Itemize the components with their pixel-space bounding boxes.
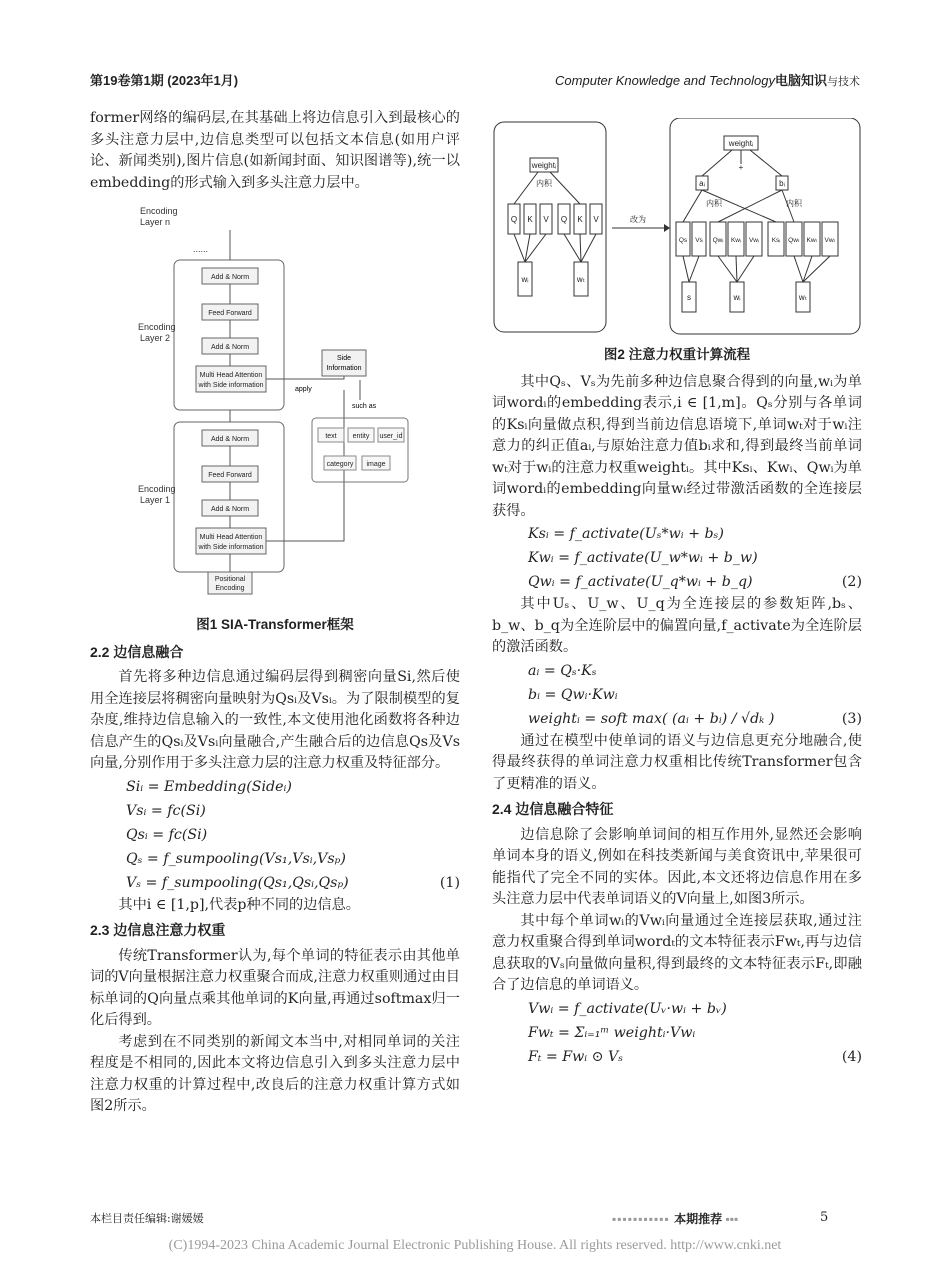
svg-text:wₜ: wₜ xyxy=(798,293,808,302)
intro-paragraph: former网络的编码层,在其基础上将边信息引入到最核心的多头注意力层中,边信息类型可以包括文本信息(如用户评论、新闻类别),图片信息(如新闻封面、知识图谱等),统一以embedding的形式输入到多头注意力层中。 xyxy=(90,110,460,191)
svg-text:weightᵢ: weightᵢ xyxy=(531,161,557,170)
svg-text:Feed Forward: Feed Forward xyxy=(208,310,252,317)
section-2-3-title: 2.3 边信息注意力权重 xyxy=(90,922,226,938)
right-paragraph-3: 通过在模型中使单词的语义与边信息更充分地融合,使得最终获得的单词注意力权重相比传统Transformer包含了更精准的语义。 xyxy=(492,732,862,792)
svg-text:entity: entity xyxy=(352,433,370,440)
svg-text:Add & Norm: Add & Norm xyxy=(210,274,250,281)
svg-text:Kwₜ: Kwₜ xyxy=(806,237,818,244)
equation-1: Siᵢ = Embedding(Sideᵢ) Vsᵢ = fc(Si) Qsᵢ = fc(Si) Qₛ = f_sumpooling(Vs₁,Vsᵢ,Vsₚ) Vₛ = f_sumpooling(Qs₁,Qsᵢ,Qsₚ) (1) xyxy=(126,778,460,891)
svg-text:Layer 1: Layer 1 xyxy=(140,495,171,505)
svg-text:Multi Head Attention: Multi Head Attention xyxy=(199,372,263,379)
svg-text:Qwₜ: Qwₜ xyxy=(788,237,800,244)
svg-text:with Side information: with Side information xyxy=(198,544,264,551)
svg-text:bᵢ: bᵢ xyxy=(779,179,785,188)
svg-text:category: category xyxy=(326,461,354,468)
svg-text:Layer 2: Layer 2 xyxy=(140,333,171,343)
right-paragraph-1: 其中Qₛ、Vₛ为先前多种边信息聚合得到的向量,wᵢ为单词wordᵢ的embedding表示,i ∈ [1,m]。Qₛ分别与各单词的Ksᵢ向量做点积,得到当前边信息语境下,单词wₜ对于wᵢ注意力的纠正值aᵢ,与原始注意力值bᵢ求和,得到最终当前单词wₜ对于wᵢ的注意力权重weightᵢ。其中Ksᵢ、Kwᵢ、Qwᵢ为单词wordᵢ的embedding向量wᵢ经过带激活函数的全连接层获得。 xyxy=(492,373,862,519)
svg-text:内积: 内积 xyxy=(786,199,802,208)
section-2-2-title: 2.2 边信息融合 xyxy=(90,643,184,660)
svg-text:Q: Q xyxy=(560,215,568,224)
svg-text:+: + xyxy=(738,163,744,172)
svg-text:改为: 改为 xyxy=(630,215,646,224)
svg-text:Add & Norm: Add & Norm xyxy=(210,344,250,351)
footer-editor: 本栏目责任编辑:谢媛媛 xyxy=(90,1212,204,1225)
footer-recommend: ▪▪▪▪▪▪▪▪▪▪▪ 本期推荐 ▪▪▪ xyxy=(612,1212,739,1226)
svg-text:K: K xyxy=(527,215,533,224)
label-encoding-layer-n-2: Layer n xyxy=(140,217,171,227)
right-paragraph-2: 其中Uₛ、U_w、U_q为全连接层的参数矩阵,bₛ、b_w、b_q为全连阶层中的偏置向量,f_activate为全连阶层的激活函数。 xyxy=(492,596,862,655)
figure-1-diagram xyxy=(90,200,460,610)
svg-text:weightᵢ: weightᵢ xyxy=(728,139,754,148)
svg-text:Kwᵢ: Kwᵢ xyxy=(730,237,742,244)
svg-text:Add & Norm: Add & Norm xyxy=(210,436,250,443)
svg-text:s: s xyxy=(687,293,691,302)
svg-text:内积: 内积 xyxy=(706,199,722,208)
journal-name-tail: 与技术 xyxy=(827,76,860,88)
svg-text:Side: Side xyxy=(336,355,352,362)
right-paragraph-4: 边信息除了会影响单词间的相互作用外,显然还会影响单词本身的语义,例如在科技类新闻与美食资讯中,苹果很可能指代了完全不同的实体。因此,本文还将边信息作用在多头注意力层中代表单词语义的V向量上,如图3所示。 xyxy=(492,826,862,907)
svg-text:Positional: Positional xyxy=(214,576,246,583)
svg-text:V: V xyxy=(543,215,549,224)
section-2-3-paragraph-1: 传统Transformer认为,每个单词的特征表示由其他单词的V向量根据注意力权重聚合而成,注意力权重则通过由目标单词的Q向量点乘其他单词的K向量,再通过softmax归一化后得到。 xyxy=(90,947,460,1028)
svg-text:Multi Head Attention: Multi Head Attention xyxy=(199,534,263,541)
journal-name xyxy=(555,70,860,89)
svg-text:Encoding: Encoding xyxy=(138,322,176,332)
svg-text:user_id: user_id xyxy=(379,433,403,440)
equation-2: Ksᵢ = f_activate(Uₛ*wᵢ + bₛ) Kwᵢ = f_activate(U_w*wᵢ + b_w) Qwᵢ = f_activate(U_q*wᵢ + b_q) (2) xyxy=(528,526,862,590)
svg-text:Encoding: Encoding xyxy=(138,484,176,494)
svg-text:Qs: Qs xyxy=(678,237,688,244)
equation-4: Vwᵢ = f_activate(Uᵥ·wᵢ + bᵥ) Fwₜ = Σᵢ₌₁ᵐ weightᵢ·Vwᵢ Fₜ = Fwᵢ ⊙ Vₛ (4) xyxy=(528,1000,862,1065)
right-paragraph-5: 其中每个单词wᵢ的Vwᵢ向量通过全连接层获取,通过注意力权重聚合得到单词wordₜ的文本特征表示Fwₜ,再与边信息获取的Vₛ向量做向量积,得到最终的文本特征表示Fₜ,即融合了边信息的单词语义。 xyxy=(492,912,862,993)
svg-text:wᵢ: wᵢ xyxy=(521,275,529,284)
left-column xyxy=(90,108,460,1118)
svg-text:Ksᵢ: Ksᵢ xyxy=(771,237,781,244)
svg-text:wₜ: wₜ xyxy=(576,275,586,284)
svg-text:Encoding: Encoding xyxy=(215,585,245,592)
svg-text:Vs: Vs xyxy=(695,237,703,244)
figure-2-diagram xyxy=(492,118,862,340)
svg-text:Q: Q xyxy=(510,215,518,224)
section-2-3-paragraph-2: 考虑到在不同类别的新闻文本当中,对相同单词的关注程度是不相同的,因此本文将边信息引入到多头注意力层中注意力权重的计算过程中,改良后的注意力权重计算方式如图2所示。 xyxy=(90,1033,460,1114)
svg-text:Vwᵢ: Vwᵢ xyxy=(748,237,760,244)
svg-text:image: image xyxy=(366,461,386,468)
svg-text:Vwₜ: Vwₜ xyxy=(824,237,836,244)
svg-text:内积: 内积 xyxy=(536,179,552,188)
equation-3: aᵢ = Qₛ·Kₛ bᵢ = Qwᵢ·Kwᵢ weightᵢ = soft max( (aᵢ + bᵢ) / √dₖ ) (3) xyxy=(528,662,862,727)
svg-text:Qwᵢ: Qwᵢ xyxy=(712,237,724,244)
page-number: 5 xyxy=(820,1210,829,1225)
journal-issue: 第19卷第1期 (2023年1月) xyxy=(90,73,239,88)
equation-1-note: 其中i ∈ [1,p],代表p种不同的边信息。 xyxy=(118,896,360,913)
svg-text:V: V xyxy=(593,215,599,224)
svg-text:text: text xyxy=(325,433,337,440)
right-column xyxy=(492,118,862,1069)
section-2-4-title: 2.4 边信息融合特征 xyxy=(492,801,614,817)
label-encoding-layer-n: Encoding xyxy=(140,206,178,216)
svg-text:Add & Norm: Add & Norm xyxy=(210,506,250,513)
svg-text:Information: Information xyxy=(326,365,362,372)
svg-text:aᵢ: aᵢ xyxy=(699,179,705,188)
journal-name-en: Computer Knowledge and Technology xyxy=(555,73,775,88)
svg-text:apply: apply xyxy=(295,386,312,393)
svg-text:with Side information: with Side information xyxy=(198,382,264,389)
figure-2-caption: 图2 注意力权重计算流程 xyxy=(603,347,751,362)
section-2-2-paragraph: 首先将多种边信息通过编码层得到稠密向量Si,然后使用全连接层将稠密向量映射为Qsᵢ及Vsᵢ。为了限制模型的复杂度,维持边信息输入的一致性,本文使用池化函数将各种边信息产生的Qsᵢ及Vsᵢ向量融合,产生融合后的边信息Qs及Vs向量,分别作用于多头注意力层的注意力权重及特征部分。 xyxy=(90,669,460,771)
svg-text:wᵢ: wᵢ xyxy=(733,293,741,302)
svg-text:such as: such as xyxy=(352,403,377,410)
svg-text:K: K xyxy=(577,215,583,224)
svg-text:Feed Forward: Feed Forward xyxy=(208,472,252,479)
journal-name-cn: 电脑知识 xyxy=(774,73,827,88)
side-information-box xyxy=(322,350,366,376)
label-ellipsis: ...... xyxy=(193,244,209,254)
figure-1-caption: 图1 SIA-Transformer框架 xyxy=(196,617,354,632)
copyright-notice: (C)1994-2023 China Academic Journal Electronic Publishing House. All rights reserved. http://www.cnki.net xyxy=(168,1238,782,1253)
